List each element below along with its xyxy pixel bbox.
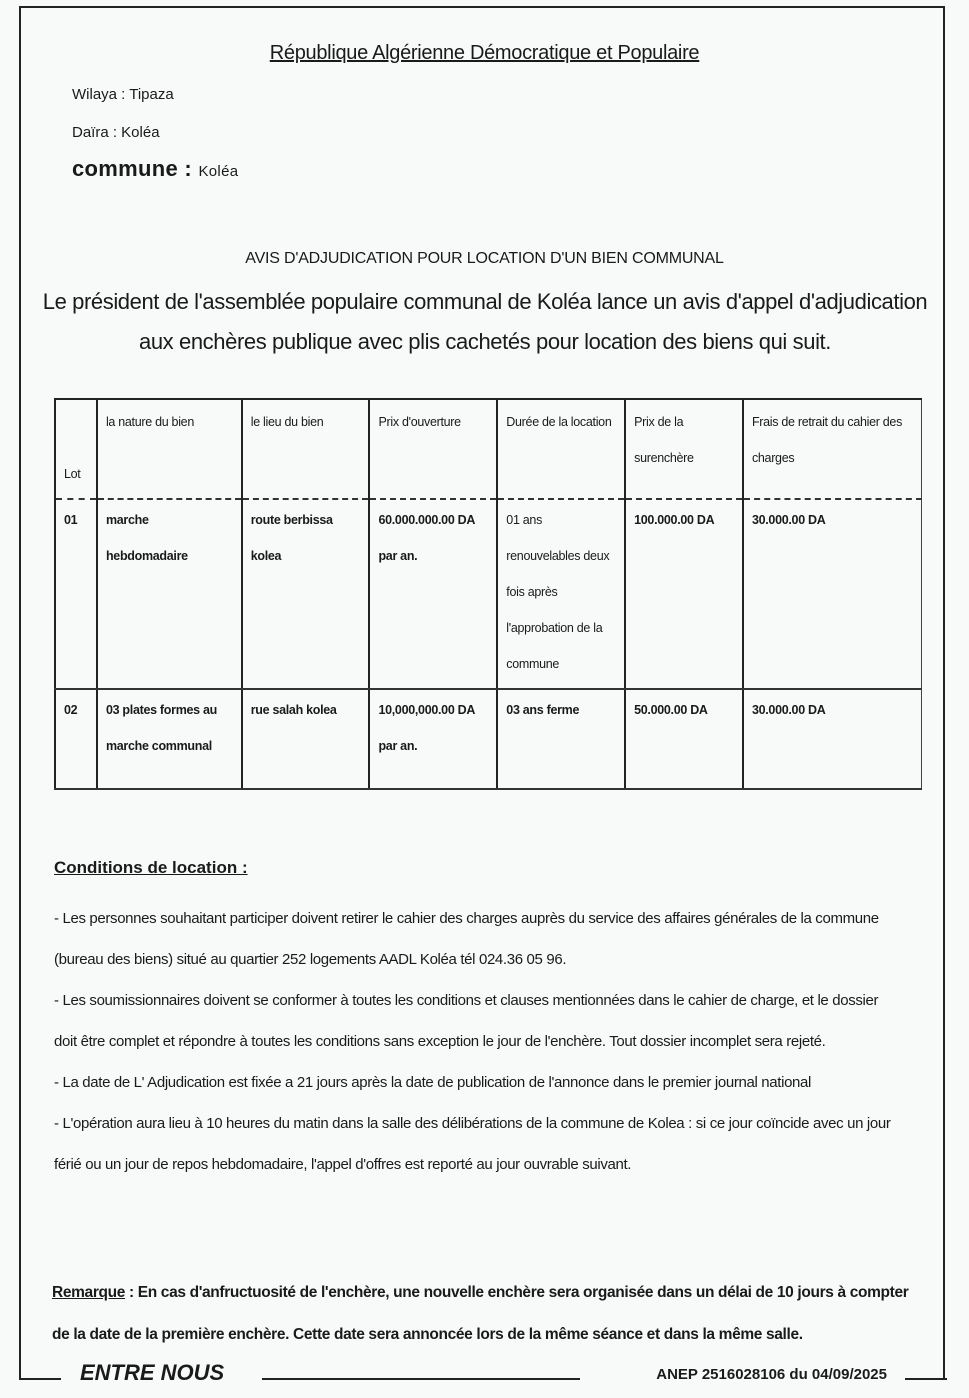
remark <box>52 1272 912 1356</box>
cell-duree: 01 ans renouvelables deux fois après l'approbation de la commune <box>497 499 625 689</box>
conditions-title: Conditions de location : <box>54 858 248 877</box>
conditions-body <box>54 898 904 1185</box>
cell-lot: 01 <box>55 499 97 689</box>
commune-label: commune : <box>72 156 193 181</box>
intro-line-2: aux enchères publique avec plis cachetés pour location des biens qui suit. <box>139 329 831 354</box>
col-header-lot: Lot <box>55 399 97 499</box>
daira-line: Daïra : Koléa <box>72 124 160 141</box>
table-header-row <box>55 399 922 499</box>
remark-text: : En cas d'anfructuosité de l'enchère, une nouvelle enchère sera organisée dans un délai de 10 jours à compter de la date de la première enchère. Cette date sera annoncée lors de la même séance et dans la même salle. <box>52 1284 909 1343</box>
condition-date: - La date de L' Adjudication est fixée a 21 jours après la date de publication de l'annonce dans le premier journal national <box>54 1074 812 1091</box>
col-header-prix-ouverture: Prix d'ouverture <box>369 399 497 499</box>
col-header-nature: la nature du bien <box>97 399 242 499</box>
cell-frais: 30.000.00 DA <box>743 499 922 689</box>
cell-surenchere: 50.000.00 DA <box>625 689 743 789</box>
condition-retrait: - Les personnes souhaitant participer doivent retirer le cahier des charges auprès du service des affaires générales de la commune (bureau des biens) situé au quartier 252 logements AADL Koléa tél 024.36 05 96. <box>54 910 879 968</box>
condition-conformite: - Les soumissionnaires doivent se conformer à toutes les conditions et clauses mentionnées dans le cahier de charge, et le dossier doit être complet et répondre à toutes les conditions sans exception le jour de l'enchère. Tout dossier incomplet sera rejeté. <box>54 992 879 1050</box>
footer-publication: ENTRE NOUS <box>80 1360 225 1385</box>
col-header-lieu: le lieu du bien <box>242 399 370 499</box>
commune-line <box>72 156 238 182</box>
col-header-duree: Durée de la location <box>497 399 625 499</box>
col-header-frais: Frais de retrait du cahier des charges <box>743 399 922 499</box>
cell-lieu: rue salah kolea <box>242 689 370 789</box>
cell-prix-ouverture: 60.000.000.00 DA par an. <box>369 499 497 689</box>
remark-label: Remarque <box>52 1284 126 1301</box>
cell-duree: 03 ans ferme <box>497 689 625 789</box>
cell-prix-ouverture: 10,000,000.00 DA par an. <box>369 689 497 789</box>
wilaya-line: Wilaya : Tipaza <box>72 86 174 103</box>
table-row <box>55 689 922 789</box>
cell-lieu: route berbissa kolea <box>242 499 370 689</box>
commune-value: Koléa <box>198 163 239 180</box>
cell-frais: 30.000.00 DA <box>743 689 922 789</box>
footer-rule-middle <box>262 1378 580 1380</box>
table-row <box>55 499 922 689</box>
footer-rule-left <box>19 1378 61 1380</box>
country-header: République Algérienne Démocratique et Populaire <box>269 42 700 64</box>
notice-title: AVIS D'ADJUDICATION POUR LOCATION D'UN BIEN COMMUNAL <box>245 250 724 267</box>
footer-rule-right <box>905 1378 947 1380</box>
notice-intro <box>40 282 930 362</box>
cell-lot: 02 <box>55 689 97 789</box>
footer-anep-ref: ANEP 2516028106 du 04/09/2025 <box>656 1366 887 1383</box>
cell-nature: 03 plates formes au marche communal <box>97 689 242 789</box>
cell-surenchere: 100.000.00 DA <box>625 499 743 689</box>
lots-table <box>54 398 922 790</box>
cell-nature: marche hebdomadaire <box>97 499 242 689</box>
condition-operation: - L'opération aura lieu à 10 heures du matin dans la salle des délibérations de la commune de Kolea : si ce jour coïncide avec un jour férié ou un jour de repos hebdomadaire, l'appel d'offres est reporté au jour ouvrable suivant. <box>54 1115 891 1173</box>
intro-line-1: Le président de l'assemblée populaire communal de Koléa lance un avis d'appel d'adjudication <box>42 289 928 314</box>
col-header-surenchere: Prix de la surenchère <box>625 399 743 499</box>
